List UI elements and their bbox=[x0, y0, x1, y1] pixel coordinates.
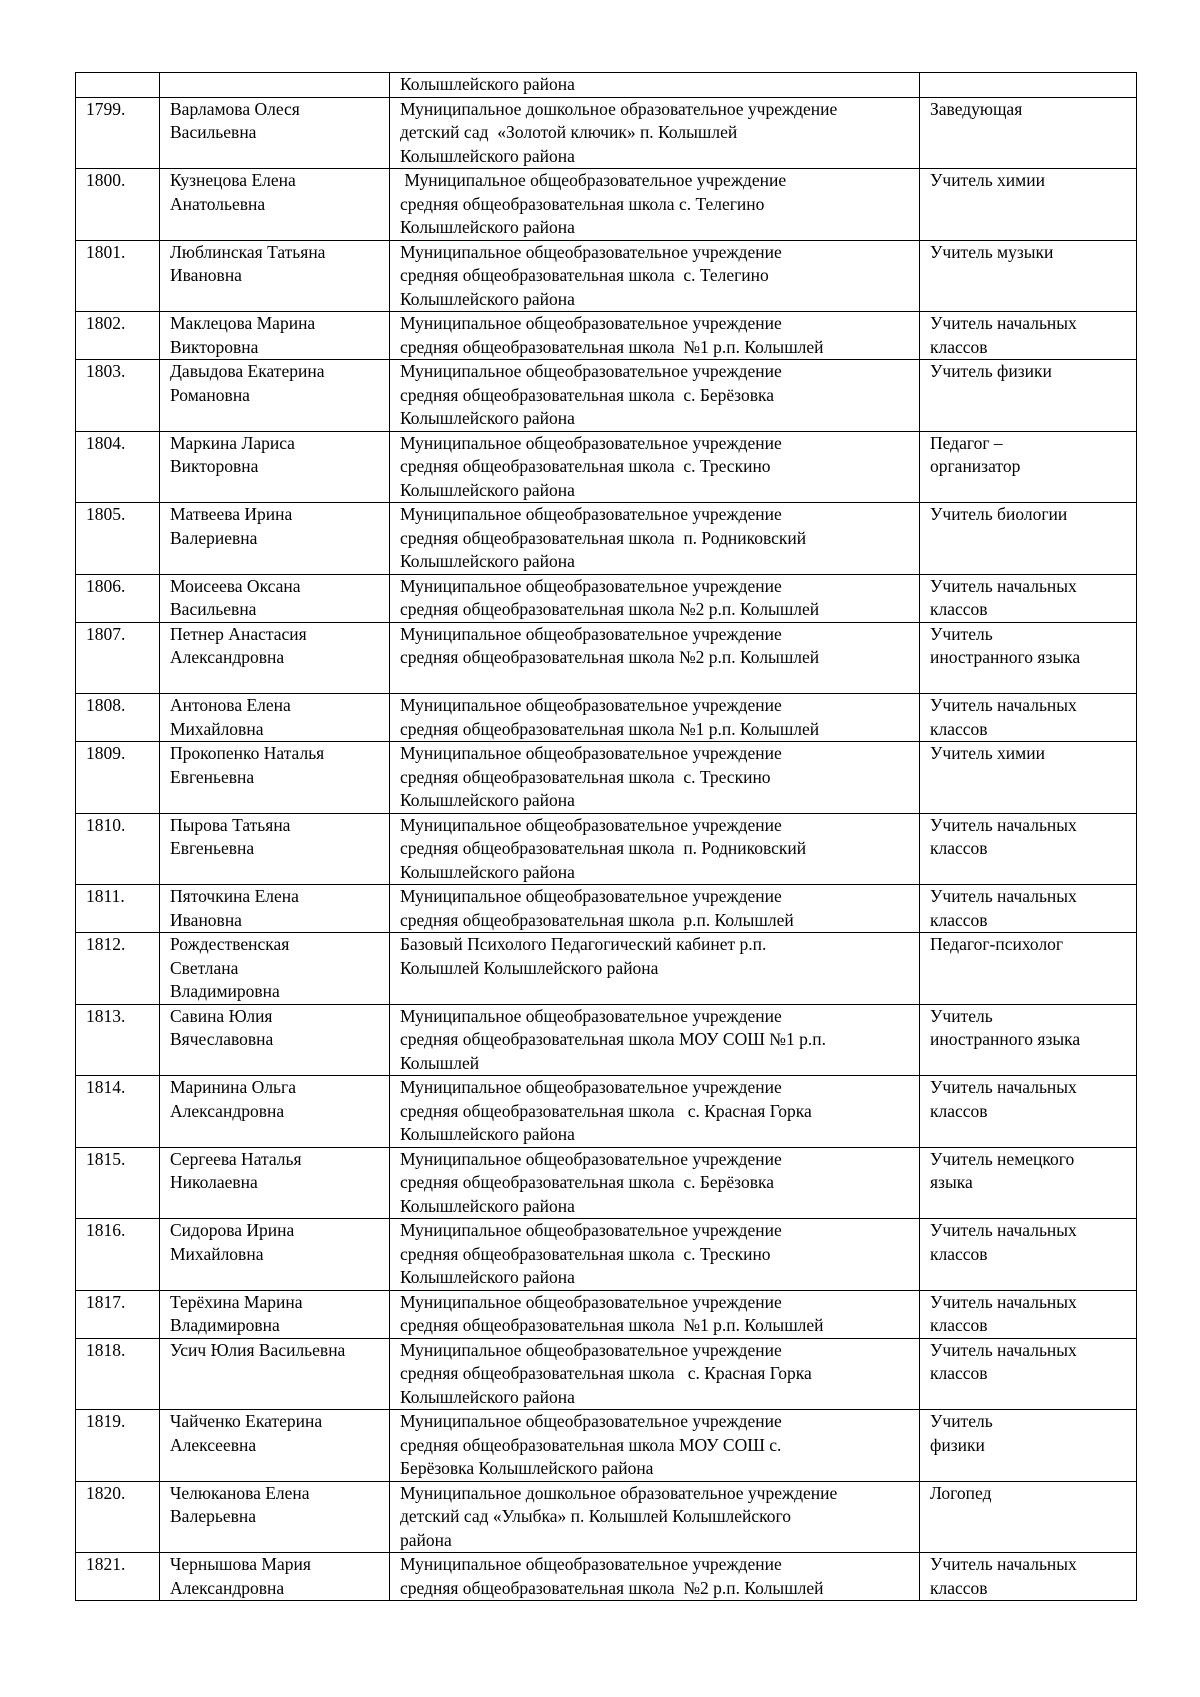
employee-name-line: Светлана bbox=[170, 957, 239, 978]
organization-line: средняя общеобразовательная школа р.п. Колышлей bbox=[400, 909, 794, 930]
job-position-cell bbox=[920, 1004, 1137, 1076]
employee-name-line: Николаевна bbox=[170, 1172, 258, 1192]
employee-name-line: Варламова Олеся bbox=[170, 98, 300, 119]
organization-line: Берёзовка Колышлейского района bbox=[400, 1458, 654, 1478]
job-position-line: классов bbox=[930, 838, 988, 858]
employee-name-line: Челюканова Елена bbox=[170, 1482, 310, 1503]
employee-name-line bbox=[170, 73, 381, 97]
employee-name-line: Рождественская bbox=[170, 934, 290, 954]
organization-line: средняя общеобразовательная школа с. Трескино bbox=[400, 766, 771, 787]
job-position-line: классов bbox=[930, 599, 988, 619]
job-position-line: классов bbox=[930, 1243, 988, 1264]
table-row bbox=[76, 885, 1137, 933]
organization-cell bbox=[390, 169, 920, 241]
organization-line: Муниципальное общеобразовательное учреждение bbox=[400, 361, 782, 381]
organization-cell bbox=[390, 813, 920, 885]
organization-line: Колышлейского района bbox=[400, 1124, 575, 1144]
employee-name-cell bbox=[160, 1338, 390, 1410]
row-number: 1813. bbox=[76, 1004, 160, 1076]
table-row bbox=[76, 73, 1137, 98]
organization-line: средняя общеобразовательная школа п. Родниковский bbox=[400, 838, 807, 858]
table-row bbox=[76, 312, 1137, 360]
organization-line: Муниципальное общеобразовательное учреждение bbox=[400, 1077, 782, 1097]
job-position-line: Учитель начальных bbox=[930, 695, 1077, 715]
table-row bbox=[76, 1481, 1137, 1553]
employee-name-line: Сидорова Ирина bbox=[170, 1220, 295, 1240]
table-row bbox=[76, 1004, 1137, 1076]
job-position-line: классов bbox=[930, 909, 988, 930]
employee-name-cell bbox=[160, 97, 390, 169]
employee-name-line: Пяточкина Елена bbox=[170, 886, 299, 906]
organization-cell bbox=[390, 431, 920, 503]
table-row bbox=[76, 742, 1137, 814]
job-position-cell bbox=[920, 312, 1137, 360]
row-number: 1810. bbox=[76, 813, 160, 885]
employee-name-cell bbox=[160, 1219, 390, 1291]
employee-name-line: Валериевна bbox=[170, 527, 258, 548]
job-position-cell bbox=[920, 813, 1137, 885]
job-position-line: Педагог-психолог bbox=[930, 934, 1064, 954]
organization-cell bbox=[390, 1219, 920, 1291]
table-row bbox=[76, 360, 1137, 432]
job-position-line: Логопед bbox=[930, 1482, 992, 1503]
employee-name-line: Петнер Анастасия bbox=[170, 623, 307, 644]
employee-name-line: Пырова Татьяна bbox=[170, 814, 291, 835]
job-position-line: классов bbox=[930, 1577, 988, 1598]
organization-cell bbox=[390, 933, 920, 1005]
employee-name-line: Матвеева Ирина bbox=[170, 504, 293, 524]
organization-line: Колышлейского района bbox=[400, 1386, 575, 1407]
row-number: 1800. bbox=[76, 169, 160, 241]
job-position-line: Учитель химии bbox=[930, 170, 1045, 190]
organization-line: средняя общеобразовательная школа с. Берёзовка bbox=[400, 384, 774, 405]
organization-line: района bbox=[400, 1529, 452, 1550]
employee-name-line: Михайловна bbox=[170, 1243, 264, 1264]
organization-line: Муниципальное общеобразовательное учреждение bbox=[400, 814, 782, 835]
table-row bbox=[76, 97, 1137, 169]
table-row bbox=[76, 1219, 1137, 1291]
organization-line: средняя общеобразовательная школа МОУ СОШ с. bbox=[400, 1434, 782, 1455]
table-row bbox=[76, 694, 1137, 742]
employee-name-cell bbox=[160, 240, 390, 312]
employee-name-cell bbox=[160, 360, 390, 432]
row-number: 1820. bbox=[76, 1481, 160, 1553]
employee-name-line: Усич Юлия Васильевна bbox=[170, 1339, 346, 1360]
job-position-cell bbox=[920, 742, 1137, 814]
job-position-cell bbox=[920, 503, 1137, 575]
organization-line: Муниципальное дошкольное образовательное учреждение bbox=[400, 1482, 838, 1503]
employee-name-cell bbox=[160, 694, 390, 742]
employee-name-line: Кузнецова Елена bbox=[170, 170, 296, 190]
row-number: 1806. bbox=[76, 574, 160, 622]
organization-line: Муниципальное дошкольное образовательное учреждение bbox=[400, 98, 838, 119]
job-position-line: физики bbox=[930, 1434, 985, 1455]
job-position-cell bbox=[920, 1076, 1137, 1148]
organization-line: Колышлейского района bbox=[400, 790, 575, 810]
job-position-line: Учитель музыки bbox=[930, 241, 1054, 262]
organization-line: средняя общеобразовательная школа №1 р.п. Колышлей bbox=[400, 336, 824, 357]
employee-name-line: Давыдова Екатерина bbox=[170, 361, 325, 381]
employee-name-line: Романовна bbox=[170, 384, 250, 405]
job-position-line: Учитель bbox=[930, 1411, 993, 1431]
organization-line: средняя общеобразовательная школа с. Красная Горка bbox=[400, 1363, 812, 1383]
job-position-line: классов bbox=[930, 718, 988, 739]
organization-line: Муниципальное общеобразовательное учреждение bbox=[400, 1339, 782, 1360]
employee-name-line: Александровна bbox=[170, 1100, 285, 1121]
job-position-cell bbox=[920, 73, 1137, 98]
employee-name-cell bbox=[160, 1004, 390, 1076]
staff-table bbox=[75, 72, 1137, 1601]
organization-line: средняя общеобразовательная школа №2 р.п. Колышлей bbox=[400, 1577, 824, 1598]
job-position-line: Заведующая bbox=[930, 98, 1023, 119]
job-position-line: Учитель bbox=[930, 1005, 993, 1026]
employee-name-cell bbox=[160, 73, 390, 98]
organization-line: Муниципальное общеобразовательное учреждение bbox=[400, 432, 782, 453]
organization-cell bbox=[390, 694, 920, 742]
job-position-cell bbox=[920, 360, 1137, 432]
row-number: 1802. bbox=[76, 312, 160, 360]
job-position-line: языка bbox=[930, 1172, 973, 1192]
employee-name-line: Ивановна bbox=[170, 909, 242, 930]
employee-name-cell bbox=[160, 933, 390, 1005]
job-position-line: Учитель немецкого bbox=[930, 1148, 1075, 1169]
organization-line: Муниципальное общеобразовательное учреждение bbox=[400, 623, 782, 644]
organization-cell bbox=[390, 97, 920, 169]
organization-line: средняя общеобразовательная школа №1 р.п. Колышлей bbox=[400, 718, 820, 739]
table-row bbox=[76, 1410, 1137, 1482]
job-position-line: Педагог – bbox=[930, 432, 1003, 453]
row-number: 1808. bbox=[76, 694, 160, 742]
organization-line: Колышлейского района bbox=[400, 861, 575, 882]
job-position-line: Учитель начальных bbox=[930, 1554, 1077, 1574]
table-row bbox=[76, 933, 1137, 1005]
organization-line: Муниципальное общеобразовательное учреждение bbox=[400, 1148, 782, 1169]
job-position-cell bbox=[920, 240, 1137, 312]
employee-name-cell bbox=[160, 813, 390, 885]
organization-line: Муниципальное общеобразовательное учреждение bbox=[400, 1411, 782, 1431]
organization-cell bbox=[390, 312, 920, 360]
employee-name-line: Васильевна bbox=[170, 122, 257, 142]
organization-line: средняя общеобразовательная школа №2 р.п. Колышлей bbox=[400, 647, 820, 667]
organization-line: Муниципальное общеобразовательное учреждение bbox=[400, 1291, 782, 1312]
job-position-cell bbox=[920, 1553, 1137, 1601]
organization-cell bbox=[390, 240, 920, 312]
employee-name-cell bbox=[160, 1076, 390, 1148]
organization-line: детский сад «Улыбка» п. Колышлей Колышлейского bbox=[400, 1506, 792, 1526]
job-position-line: Учитель начальных bbox=[930, 1077, 1077, 1097]
employee-name-line: Ивановна bbox=[170, 265, 242, 285]
job-position-line: иностранного языка bbox=[930, 647, 1081, 667]
job-position-cell bbox=[920, 1219, 1137, 1291]
job-position-cell bbox=[920, 1410, 1137, 1482]
employee-name-line: Евгеньевна bbox=[170, 838, 255, 858]
employee-name-cell bbox=[160, 574, 390, 622]
organization-line: Колышлей Колышлейского района bbox=[400, 957, 659, 978]
employee-name-line: Владимировна bbox=[170, 981, 280, 1001]
job-position-cell bbox=[920, 431, 1137, 503]
employee-name-cell bbox=[160, 169, 390, 241]
job-position-cell bbox=[920, 933, 1137, 1005]
organization-line: средняя общеобразовательная школа с. Красная Горка bbox=[400, 1100, 812, 1121]
organization-line: средняя общеобразовательная школа №2 р.п. Колышлей bbox=[400, 599, 820, 619]
organization-cell bbox=[390, 1481, 920, 1553]
job-position-line: Учитель физики bbox=[930, 361, 1052, 381]
employee-name-line: Маринина Ольга bbox=[170, 1077, 296, 1097]
job-position-cell bbox=[920, 1481, 1137, 1553]
organization-line: Колышлейского района bbox=[400, 408, 575, 428]
job-position-line: классов bbox=[930, 1363, 988, 1383]
organization-line: детский сад «Золотой ключик» п. Колышлей bbox=[400, 122, 738, 142]
organization-line: Муниципальное общеобразовательное учреждение bbox=[400, 695, 782, 715]
row-number: 1811. bbox=[76, 885, 160, 933]
organization-line: Колышлейского района bbox=[400, 1267, 575, 1287]
table-row bbox=[76, 622, 1137, 694]
employee-name-line: Владимировна bbox=[170, 1315, 280, 1335]
employee-name-line: Викторовна bbox=[170, 336, 259, 357]
employee-name-line: Алексеевна bbox=[170, 1434, 257, 1455]
organization-line: Колышлейского района bbox=[400, 288, 575, 309]
job-position-line: классов bbox=[930, 336, 988, 357]
table-row bbox=[76, 1147, 1137, 1219]
organization-line: Муниципальное общеобразовательное учреждение bbox=[400, 241, 782, 262]
table-row bbox=[76, 503, 1137, 575]
job-position-line bbox=[930, 73, 1128, 97]
organization-line: средняя общеобразовательная школа п. Родниковский bbox=[400, 527, 807, 548]
table-row bbox=[76, 1290, 1137, 1338]
row-number: 1817. bbox=[76, 1290, 160, 1338]
row-number: 1809. bbox=[76, 742, 160, 814]
employee-name-line: Маркина Лариса bbox=[170, 432, 295, 453]
job-position-line: Учитель начальных bbox=[930, 1339, 1077, 1360]
row-number: 1816. bbox=[76, 1219, 160, 1291]
organization-line: Муниципальное общеобразовательное учреждение bbox=[400, 504, 782, 524]
job-position-cell bbox=[920, 622, 1137, 694]
organization-cell bbox=[390, 1553, 920, 1601]
organization-line: средняя общеобразовательная школа №1 р.п. Колышлей bbox=[400, 1315, 824, 1335]
employee-name-line: Чайченко Екатерина bbox=[170, 1411, 323, 1431]
job-position-line: Учитель начальных bbox=[930, 575, 1077, 596]
job-position-line: классов bbox=[930, 1315, 988, 1335]
organization-line: Базовый Психолого Педагогический кабинет р.п. bbox=[400, 934, 767, 954]
organization-line: Колышлейского района bbox=[400, 551, 575, 571]
organization-cell bbox=[390, 360, 920, 432]
employee-name-cell bbox=[160, 1553, 390, 1601]
employee-name-cell bbox=[160, 885, 390, 933]
organization-line: средняя общеобразовательная школа МОУ СОШ №1 р.п. bbox=[400, 1029, 826, 1049]
organization-line: Муниципальное общеобразовательное учреждение bbox=[400, 313, 782, 333]
organization-cell bbox=[390, 1076, 920, 1148]
employee-name-line: Михайловна bbox=[170, 718, 264, 739]
table-row bbox=[76, 169, 1137, 241]
employee-name-line: Анатольевна bbox=[170, 193, 266, 214]
organization-line: Колышлейского района bbox=[400, 1195, 575, 1216]
job-position-cell bbox=[920, 574, 1137, 622]
organization-cell bbox=[390, 1290, 920, 1338]
job-position-line: Учитель начальных bbox=[930, 313, 1077, 333]
organization-cell bbox=[390, 742, 920, 814]
employee-name-line: Люблинская Татьяна bbox=[170, 241, 326, 262]
employee-name-cell bbox=[160, 742, 390, 814]
organization-line: средняя общеобразовательная школа с. Телегино bbox=[400, 193, 765, 214]
employee-name-line: Антонова Елена bbox=[170, 695, 291, 715]
organization-line: средняя общеобразовательная школа с. Трескино bbox=[400, 456, 771, 476]
employee-name-line: Васильевна bbox=[170, 599, 257, 619]
organization-cell bbox=[390, 1147, 920, 1219]
employee-name-line: Маклецова Марина bbox=[170, 313, 316, 333]
employee-name-line: Александровна bbox=[170, 647, 285, 667]
organization-line: Колышлейского района bbox=[400, 74, 575, 94]
table-row bbox=[76, 574, 1137, 622]
employee-name-line: Терёхина Марина bbox=[170, 1291, 303, 1312]
organization-cell bbox=[390, 622, 920, 694]
organization-line: средняя общеобразовательная школа с. Трескино bbox=[400, 1243, 771, 1264]
row-number: 1821. bbox=[76, 1553, 160, 1601]
row-number: 1805. bbox=[76, 503, 160, 575]
table-row bbox=[76, 1338, 1137, 1410]
job-position-cell bbox=[920, 1290, 1137, 1338]
organization-cell bbox=[390, 1410, 920, 1482]
job-position-cell bbox=[920, 169, 1137, 241]
job-position-line: Учитель начальных bbox=[930, 886, 1077, 906]
staff-table-body bbox=[76, 73, 1137, 1601]
row-number: 1814. bbox=[76, 1076, 160, 1148]
employee-name-cell bbox=[160, 622, 390, 694]
organization-cell bbox=[390, 1338, 920, 1410]
employee-name-line: Валерьевна bbox=[170, 1506, 256, 1526]
job-position-line: Учитель начальных bbox=[930, 1220, 1077, 1240]
organization-cell bbox=[390, 73, 920, 98]
organization-line: Колышлей bbox=[400, 1052, 480, 1073]
job-position-cell bbox=[920, 694, 1137, 742]
row-number: 1818. bbox=[76, 1338, 160, 1410]
organization-line: Колышлейского района bbox=[400, 479, 575, 500]
employee-name-line: Александровна bbox=[170, 1577, 285, 1598]
organization-cell bbox=[390, 1004, 920, 1076]
job-position-cell bbox=[920, 97, 1137, 169]
job-position-line: иностранного языка bbox=[930, 1029, 1081, 1049]
employee-name-cell bbox=[160, 1147, 390, 1219]
employee-name-line: Сергеева Наталья bbox=[170, 1148, 302, 1169]
job-position-cell bbox=[920, 1147, 1137, 1219]
organization-line: Муниципальное общеобразовательное учреждение bbox=[400, 1554, 782, 1574]
row-number: 1807. bbox=[76, 622, 160, 694]
row-number bbox=[76, 73, 160, 98]
row-number: 1801. bbox=[76, 240, 160, 312]
organization-line: Колышлейского района bbox=[400, 145, 575, 166]
job-position-line: Учитель начальных bbox=[930, 814, 1077, 835]
job-position-line: Учитель начальных bbox=[930, 1291, 1077, 1312]
job-position-cell bbox=[920, 1338, 1137, 1410]
employee-name-line: Евгеньевна bbox=[170, 766, 255, 787]
employee-name-line: Чернышова Мария bbox=[170, 1554, 311, 1574]
row-number: 1799. bbox=[76, 97, 160, 169]
employee-name-cell bbox=[160, 1290, 390, 1338]
organization-line bbox=[400, 670, 911, 694]
employee-name-line: Прокопенко Наталья bbox=[170, 743, 325, 763]
organization-line: Муниципальное общеобразовательное учреждение bbox=[400, 575, 782, 596]
job-position-line: Учитель биологии bbox=[930, 504, 1068, 524]
organization-cell bbox=[390, 885, 920, 933]
employee-name-cell bbox=[160, 1481, 390, 1553]
organization-line: Муниципальное общеобразовательное учреждение bbox=[400, 170, 787, 190]
employee-name-line: Моисеева Оксана bbox=[170, 575, 301, 596]
row-number: 1819. bbox=[76, 1410, 160, 1482]
row-number: 1804. bbox=[76, 431, 160, 503]
organization-line: средняя общеобразовательная школа с. Телегино bbox=[400, 265, 769, 285]
table-row bbox=[76, 240, 1137, 312]
job-position-line: организатор bbox=[930, 456, 1021, 476]
job-position-line: Учитель bbox=[930, 623, 993, 644]
organization-line: средняя общеобразовательная школа с. Берёзовка bbox=[400, 1172, 774, 1192]
employee-name-line: Савина Юлия bbox=[170, 1005, 273, 1026]
employee-name-cell bbox=[160, 1410, 390, 1482]
organization-line: Муниципальное общеобразовательное учреждение bbox=[400, 743, 782, 763]
table-row bbox=[76, 1076, 1137, 1148]
table-row bbox=[76, 431, 1137, 503]
employee-name-line: Викторовна bbox=[170, 456, 259, 476]
organization-cell bbox=[390, 574, 920, 622]
job-position-line: Учитель химии bbox=[930, 743, 1045, 763]
employee-name-cell bbox=[160, 503, 390, 575]
table-row bbox=[76, 813, 1137, 885]
employee-name-line: Вячеславовна bbox=[170, 1029, 274, 1049]
organization-line: Муниципальное общеобразовательное учреждение bbox=[400, 1220, 782, 1240]
row-number: 1803. bbox=[76, 360, 160, 432]
organization-line: Муниципальное общеобразовательное учреждение bbox=[400, 1005, 782, 1026]
employee-name-cell bbox=[160, 312, 390, 360]
table-row bbox=[76, 1553, 1137, 1601]
employee-name-cell bbox=[160, 431, 390, 503]
job-position-line: классов bbox=[930, 1100, 988, 1121]
row-number: 1812. bbox=[76, 933, 160, 1005]
organization-line: Муниципальное общеобразовательное учреждение bbox=[400, 886, 782, 906]
organization-cell bbox=[390, 503, 920, 575]
job-position-cell bbox=[920, 885, 1137, 933]
organization-line: Колышлейского района bbox=[400, 217, 575, 237]
row-number: 1815. bbox=[76, 1147, 160, 1219]
